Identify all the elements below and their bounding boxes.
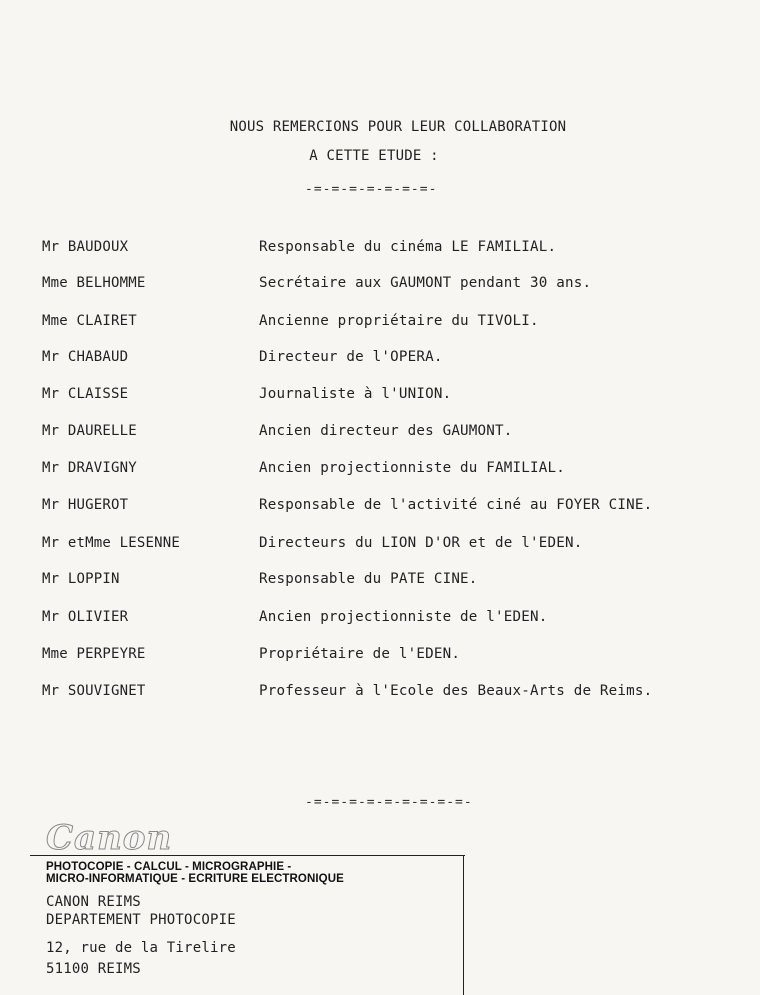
contributor-role: Responsable du cinéma LE FAMILIAL. [259, 239, 557, 255]
contributor-role: Ancien projectionniste de l'EDEN. [259, 609, 548, 625]
contributor-name: Mme CLAIRET [42, 313, 137, 329]
heading-line-1: NOUS REMERCIONS POUR LEUR COLLABORATION [229, 119, 567, 135]
list-item [0, 646, 760, 666]
list-item [0, 535, 760, 555]
contributor-role: Propriétaire de l'EDEN. [259, 646, 461, 662]
contributor-name: Mr DAURELLE [42, 423, 137, 439]
contributor-name: Mr LOPPIN [42, 571, 120, 587]
contributor-role: Responsable du PATE CINE. [259, 571, 478, 587]
contributor-role: Directeur de l'OPERA. [259, 349, 443, 365]
list-item [0, 460, 760, 480]
services-line-2: MICRO-INFORMATIQUE - ECRITURE ELECTRONIQUE [46, 873, 344, 885]
contributor-name: Mr DRAVIGNY [42, 460, 137, 476]
footer-horizontal-rule [30, 855, 465, 856]
list-item [0, 609, 760, 629]
street-address: 12, rue de la Tirelire [46, 940, 236, 956]
list-item [0, 275, 760, 295]
heading-line-2: A CETTE ETUDE : [309, 148, 439, 164]
list-item [0, 497, 760, 517]
canon-logo: Canon [46, 818, 173, 858]
list-item [0, 683, 760, 703]
department-name: DEPARTEMENT PHOTOCOPIE [46, 912, 236, 928]
list-item [0, 571, 760, 591]
list-item [0, 349, 760, 369]
contributor-name: Mr etMme LESENNE [42, 535, 181, 551]
list-item [0, 239, 760, 259]
contributor-role: Professeur à l'Ecole des Beaux-Arts de Reims. [259, 683, 653, 699]
contributor-role: Responsable de l'activité ciné au FOYER CINE. [259, 497, 653, 513]
services-line-1: PHOTOCOPIE - CALCUL - MICROGRAPHIE - [46, 861, 292, 873]
contributor-role: Ancienne propriétaire du TIVOLI. [259, 313, 539, 329]
contributor-role: Ancien directeur des GAUMONT. [259, 423, 513, 439]
contributor-name: Mr HUGEROT [42, 497, 129, 513]
list-item [0, 423, 760, 443]
top-divider: -=-=-=-=-=-=-=- [305, 182, 438, 197]
contributor-name: Mme BELHOMME [42, 275, 146, 291]
footer-vertical-rule [463, 855, 464, 995]
contributor-role: Journaliste à l'UNION. [259, 386, 452, 402]
contributor-role: Secrétaire aux GAUMONT pendant 30 ans. [259, 275, 592, 291]
city-address: 51100 REIMS [46, 961, 141, 977]
contributor-name: Mr BAUDOUX [42, 239, 129, 255]
contributor-role: Directeurs du LION D'OR et de l'EDEN. [259, 535, 583, 551]
contributor-name: Mme PERPEYRE [42, 646, 146, 662]
contributor-role: Ancien projectionniste du FAMILIAL. [259, 460, 565, 476]
list-item [0, 386, 760, 406]
list-item [0, 313, 760, 333]
contributor-name: Mr SOUVIGNET [42, 683, 146, 699]
contributor-name: Mr OLIVIER [42, 609, 129, 625]
company-name: CANON REIMS [46, 894, 141, 910]
contributor-name: Mr CLAISSE [42, 386, 129, 402]
bottom-divider: -=-=-=-=-=-=-=-=-=- [305, 795, 473, 810]
contributor-name: Mr CHABAUD [42, 349, 129, 365]
